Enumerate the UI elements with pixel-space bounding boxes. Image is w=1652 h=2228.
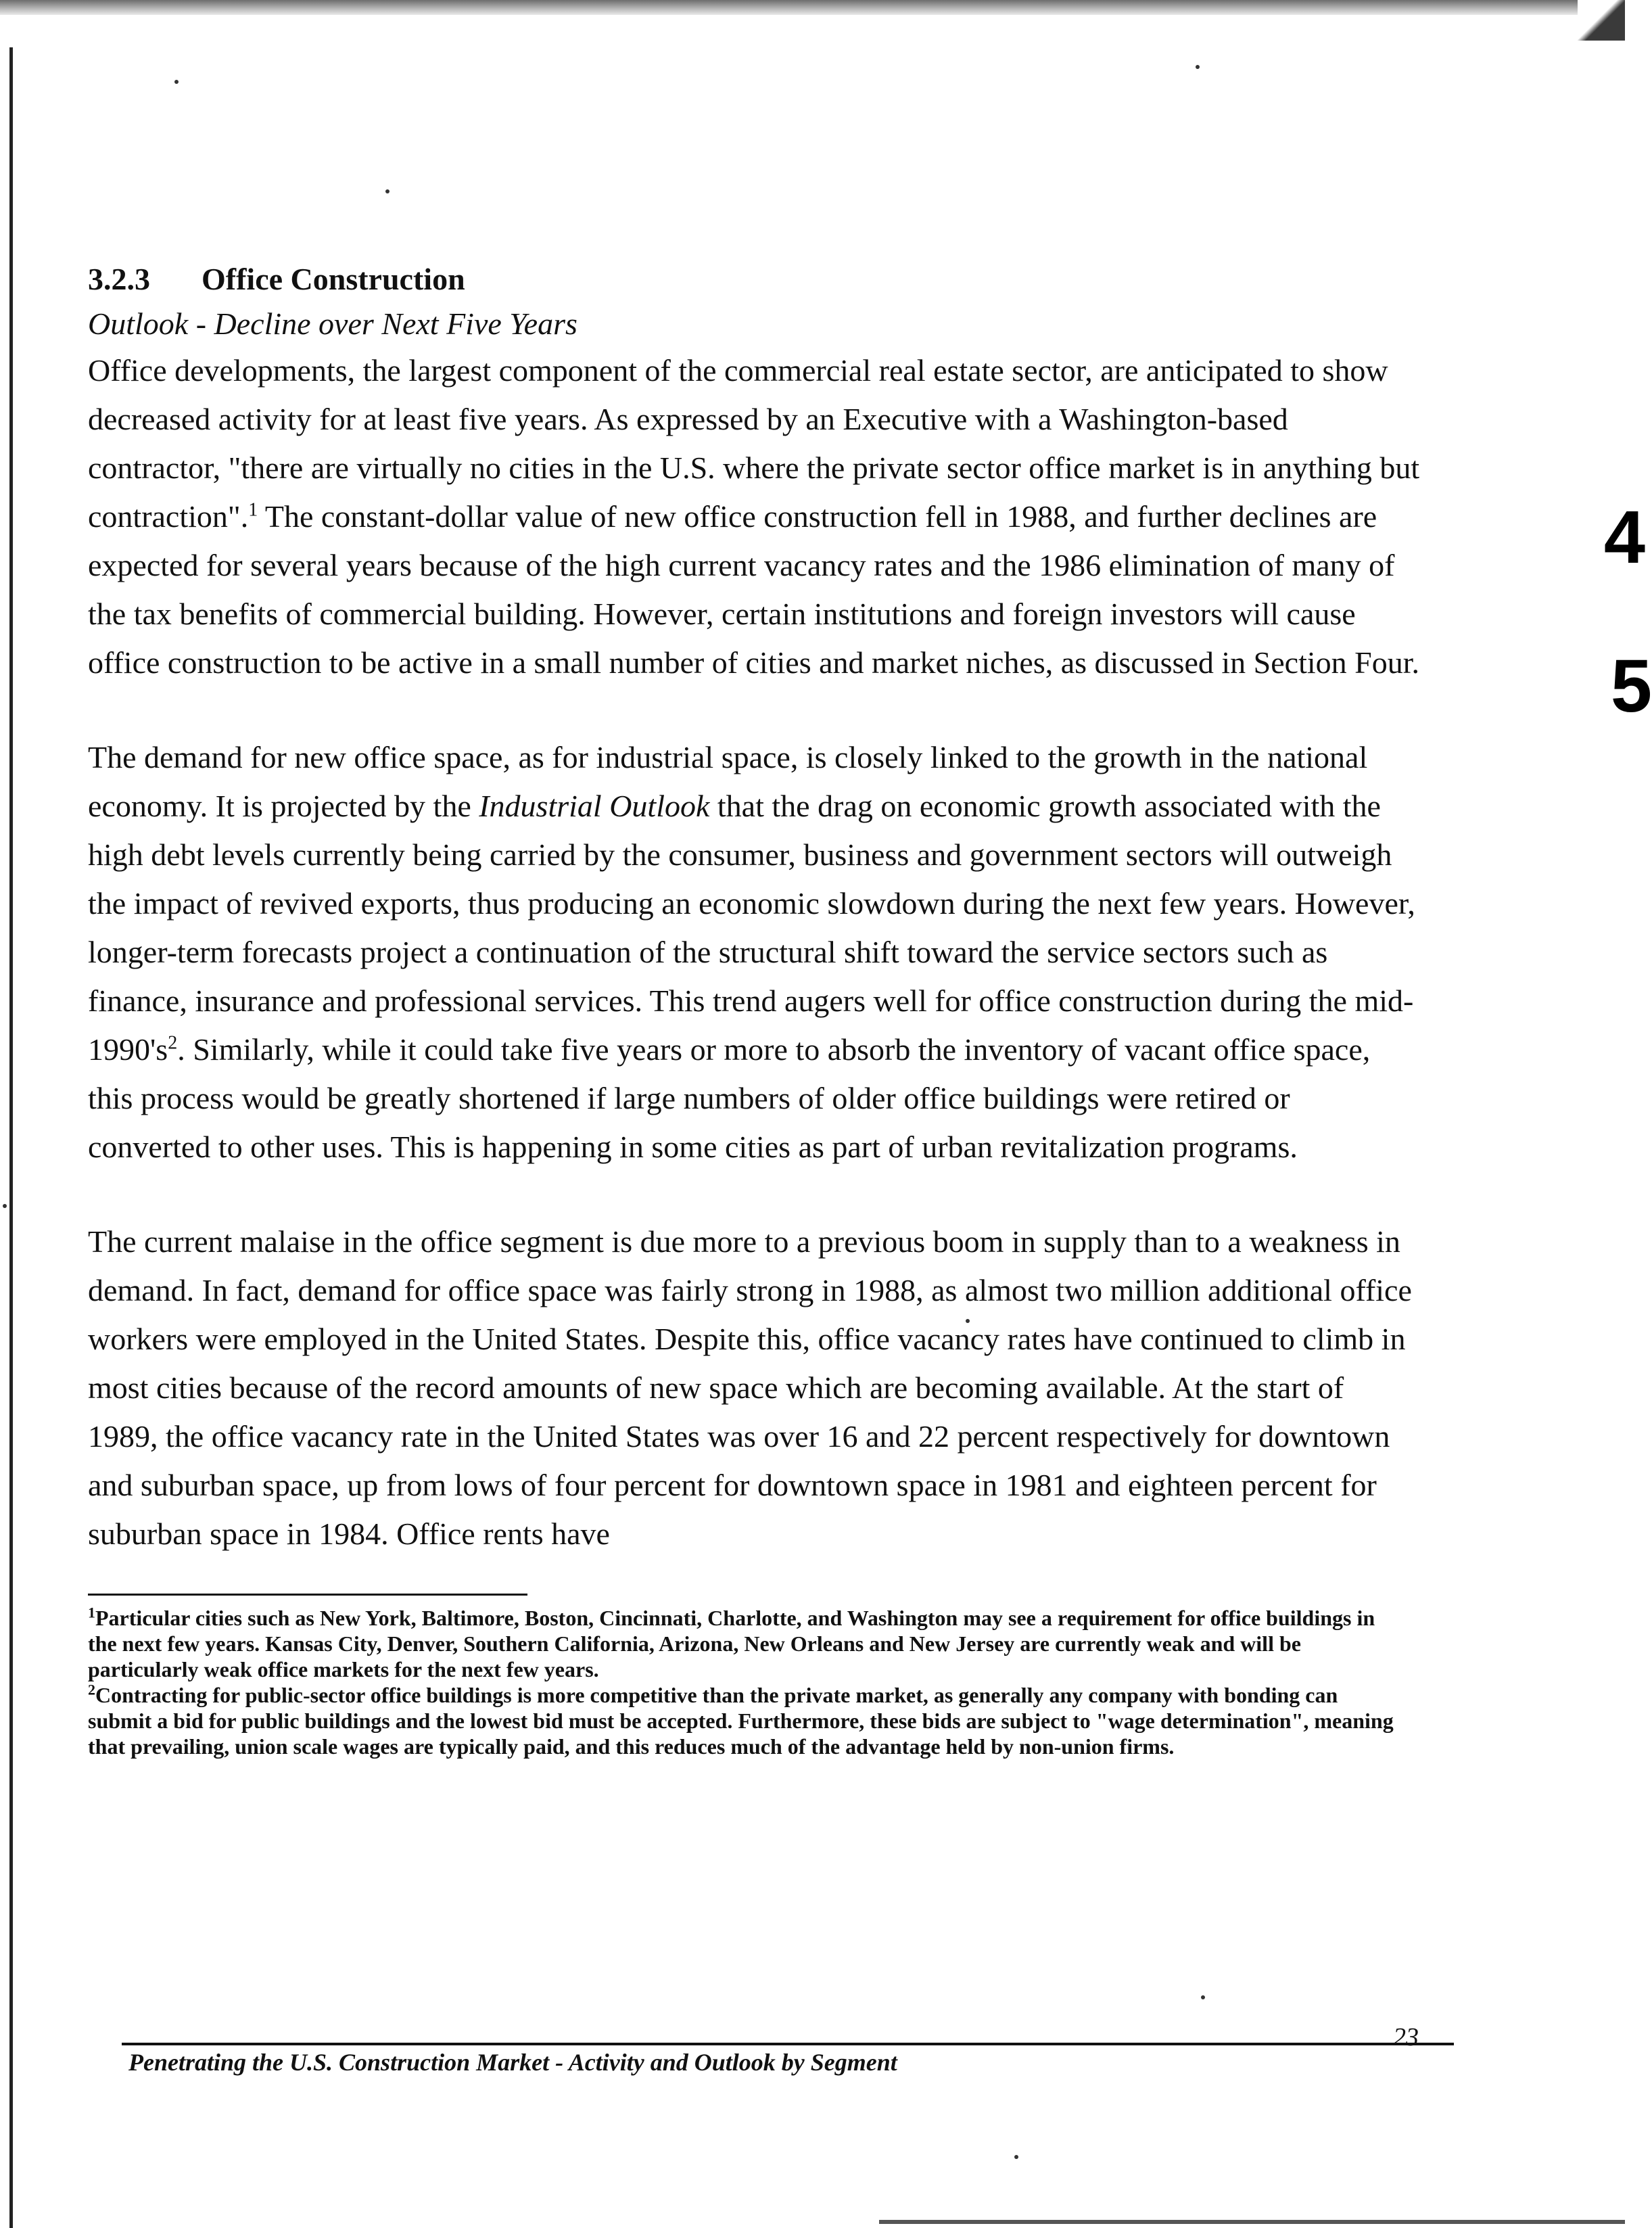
publication-title: Industrial Outlook [479, 789, 710, 823]
footnote-1-text: Particular cities such as New York, Baltimore, Boston, Cincinnati, Charlotte, and Washington may see a requirement for office buildings in the next few years. Kansas City, Denver, Southern California, Arizona, New Orleans and New Jersey are currently weak and will be particularly weak office markets for the next few years. [88, 1606, 1375, 1681]
speck [174, 80, 179, 84]
footnote-marker-2: 2 [88, 1681, 95, 1698]
paragraph-1-text-a: Office developments, the largest component of the commercial real estate sector, are anticipated to show decreased activity for at least five years. As expressed by an Executive with a Washington-based contractor, "there are virtually no cities in the U.S. where the private sector office market is in anything but contraction". [88, 353, 1420, 534]
footnote-2-text: Contracting for public-sector office buildings is more competitive than the private market, as generally any company with bonding can submit a bid for public buildings and the lowest bid must be accepted. Furthermore, these bids are subject to "wage determination", meaning that prevailing, union scale wages are typically paid, and this reduces much of the advantage held by non-union firms. [88, 1683, 1394, 1759]
subheading: Outlook - Decline over Next Five Years [88, 306, 577, 341]
paragraph-2-text-b: that the drag on economic growth associated with the high debt levels currently being carried by the consumer, business and government sectors will outweigh the impact of revived exports, thus producing an economic slowdown during the next few years. However, longer-term forecasts project a continuation of the structural shift toward the service sectors such as finance, insurance and professional services. This trend augers well for office construction during the mid-1990's [88, 789, 1415, 1067]
page-number: 23 [1393, 2023, 1419, 2051]
edge-mark-4: 4 [1603, 496, 1645, 579]
speck [1014, 2155, 1018, 2159]
footer-title: Penetrating the U.S. Construction Market - Activity and Outlook by Segment [128, 2049, 897, 2076]
footnote-ref-1: 1 [248, 499, 258, 521]
edge-mark-5: 5 [1610, 645, 1652, 728]
paragraph-2-text-a: The demand for new office space, as for industrial space, is closely linked to the growth in the national economy. It is projected by the [88, 740, 1368, 823]
footnote-1 [88, 1605, 1407, 1682]
speck [3, 1204, 7, 1208]
scan-corner [1578, 0, 1625, 41]
speck [1201, 1995, 1205, 1999]
paragraph-1-text-b: The constant-dollar value of new office construction fell in 1988, and further declines are expected for several years because of the high current vacancy rates and the 1986 elimination of many of the tax benefits of commercial building. However, certain institutions and foreign investors will cause office construction to be active in a small number of cities and market niches, as discussed in Section Four. [88, 499, 1419, 680]
footnote-ref-2: 2 [168, 1032, 178, 1054]
paragraph-1 [88, 346, 1420, 687]
paragraph-2-text-c: . Similarly, while it could take five years or more to absorb the inventory of vacant office space, this process would be greatly shortened if large numbers of older office buildings were retired or converted to other uses. This is happening in some cities as part of urban revitalization programs. [88, 1032, 1371, 1164]
paragraph-2 [88, 733, 1420, 1171]
footnote-2 [88, 1682, 1407, 1759]
scan-bottom-edge [879, 2220, 1625, 2224]
scan-left-edge [9, 47, 13, 2228]
footer-divider [122, 2043, 1454, 2045]
speck [1196, 65, 1200, 69]
speck [385, 189, 390, 193]
section-number: 3.2.3 [88, 262, 150, 296]
footnote-marker-1: 1 [88, 1604, 95, 1621]
section-title: Office Construction [202, 262, 465, 296]
section-heading [88, 257, 1440, 302]
document-body [88, 257, 1440, 1759]
footnote-divider [88, 1594, 527, 1596]
paragraph-3: The current malaise in the office segment is due more to a previous boom in supply than to a weakness in demand. In fact, demand for office space was fairly strong in 1988, as almost two million additional office workers were employed in the United States. Despite this, office vacancy rates have continued to climb in most cities because of the record amounts of new space which are becoming available. At the start of 1989, the office vacancy rate in the United States was over 16 and 22 percent respectively for downtown and suburban space, up from lows of four percent for downtown space in 1981 and eighteen percent for suburban space in 1984. Office rents have [88, 1224, 1412, 1551]
scan-top-edge [0, 0, 1625, 15]
